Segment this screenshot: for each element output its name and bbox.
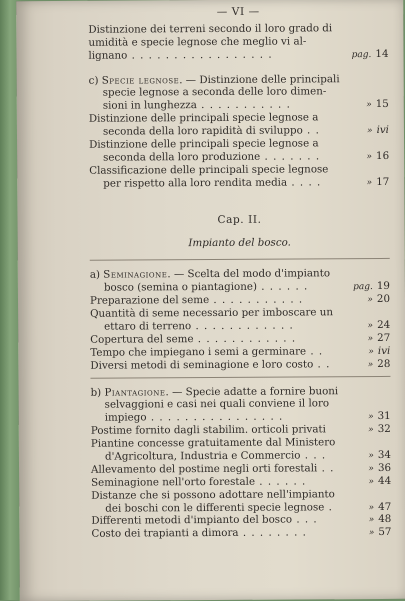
page-prefix: » (366, 100, 372, 111)
leader-dots: . . . . . . . . . . . . (191, 319, 294, 333)
page-number: 48 (378, 513, 392, 526)
leader-dots: . . . (300, 449, 327, 462)
page-prefix: » (367, 320, 374, 332)
leader-dots: . . . . . . . . . . . (209, 293, 304, 307)
toc-entry (90, 267, 390, 295)
page-number: 44 (377, 474, 392, 487)
entry-text: Costo dei trapianti a dimora (91, 527, 239, 541)
page-prefix: » (368, 425, 374, 436)
page-prefix: » (367, 333, 374, 344)
page-number: 28 (377, 357, 391, 370)
section-title: Seminagione (103, 268, 168, 282)
leader-dots: . . . . . . . . (238, 526, 307, 540)
entry-text: Distinzione dei terreni secondo il loro grado di (88, 22, 333, 36)
entry-text: . — Distinzione delle principali (179, 72, 340, 86)
chapter-subtitle: Impianto del bosco. (188, 236, 291, 249)
entry-text: impiego (104, 411, 147, 424)
toc-entry (89, 111, 389, 139)
page-number: 19 (376, 280, 390, 293)
entry-text: seconda della loro produzione (103, 150, 261, 164)
page-number: 14 (375, 47, 389, 60)
entry-text: specie legnose a seconda delle loro dimen- (102, 85, 327, 100)
entry-text: Quantità di seme necessario per imboscare un (90, 306, 334, 320)
entry-text: lignano (88, 49, 128, 62)
page-prefix: » (368, 346, 374, 357)
page-prefix: » (368, 476, 375, 487)
leader-dots: . . . . . . . . . . . . (193, 332, 297, 345)
entry-text: Distinzione delle principali specie legnose a (89, 137, 319, 151)
section-label: b) (90, 386, 105, 399)
leader-dots: . . . . . . (254, 475, 307, 488)
leader-dots: . . . . . . . . . . . . . . . . . (127, 48, 273, 62)
page-number: 32 (377, 423, 391, 436)
page-number: 15 (375, 98, 389, 111)
toc-entry (88, 22, 388, 63)
entry-text: per rispetto alla loro rendita media (103, 176, 288, 190)
leader-dots: . . . . (287, 176, 322, 189)
section-label: a) (89, 269, 104, 282)
toc-entry (89, 163, 389, 191)
toc-entry (91, 384, 391, 425)
entry-text: bosco (semina o piantagione) (103, 281, 258, 294)
entry-text: dei boschi con le differenti specie legnose (105, 500, 325, 515)
toc-section-top (88, 22, 388, 63)
page-number: 31 (377, 410, 391, 423)
entry-text: umidità e specie legnose che meglio vi al- (88, 35, 307, 49)
toc-section-c (89, 72, 390, 190)
page-number: 24 (377, 318, 391, 331)
leader-dots: . . (306, 345, 324, 358)
page-number: 36 (377, 461, 392, 474)
section-title: Specie legnose (101, 73, 180, 87)
leader-dots: . . . . . . (256, 280, 309, 294)
entry-text: Tempo che impiegano i semi a germinare (90, 345, 307, 359)
toc-line (91, 526, 391, 541)
toc-entry (91, 436, 391, 464)
page-prefix: » (367, 359, 374, 370)
page-prefix: » (368, 450, 374, 462)
leader-dots: . (324, 500, 333, 513)
page-number: 27 (377, 331, 391, 344)
entry-text: ettaro di terreno (104, 320, 192, 333)
entry-text: Differenti metodi d'impianto del bosco (91, 513, 293, 528)
entry-text: seconda della loro rapidità di sviluppo (102, 124, 303, 138)
page-number: ivi (377, 344, 391, 357)
page-reference (369, 526, 392, 540)
leader-dots: . . (317, 462, 335, 475)
entry-text: Allevamento del postime negli orti forestali (90, 462, 318, 476)
page-prefix: » (368, 412, 374, 423)
entry-text: . — Scelta del modo d'impianto (167, 267, 331, 281)
toc-entry (91, 488, 391, 516)
section-label: c) (88, 74, 102, 87)
page-prefix: » (368, 515, 375, 526)
page-prefix: pag. (353, 282, 373, 293)
leader-dots: . . . . . . . (260, 150, 321, 163)
entry-text: Preparazione del seme (89, 294, 210, 307)
entry-text: Postime fornito dagli stabilim. orticoli privati (90, 423, 326, 437)
entry-text: selvaggioni e casi nei quali conviene il loro (104, 397, 330, 412)
page-prefix: » (368, 502, 375, 513)
page-reference (367, 176, 390, 190)
running-head: — VI — (216, 5, 260, 18)
toc-entry (91, 526, 391, 541)
toc-entry (89, 137, 389, 165)
toc-line (88, 48, 388, 63)
entry-text: Diversi metodi di seminagione e loro costo (90, 358, 314, 372)
page-prefix: » (368, 463, 374, 474)
leader-dots: . . . . . . . . . . . (196, 98, 291, 112)
entry-text: . — Specie adatte a fornire buoni (165, 384, 339, 398)
page-number: 17 (376, 175, 390, 188)
page-number: 20 (376, 293, 391, 306)
toc-section-a (90, 267, 391, 372)
page-prefix: » (366, 151, 373, 162)
entry-text: sioni in lunghezza (102, 99, 197, 113)
leader-dots: . . . . . . . . . . . . . . . . (146, 410, 284, 424)
page-number: 34 (377, 448, 391, 461)
page-prefix: » (367, 126, 373, 137)
chapter-heading: Cap. II. (217, 213, 262, 226)
page-prefix: » (366, 177, 373, 188)
leader-dots: . . (313, 357, 331, 371)
entry-text: Copertura del seme (90, 332, 194, 346)
entry-text: Distanze che si possono adottare nell'impianto (91, 487, 335, 502)
page-reference (368, 358, 391, 372)
page-prefix: » (368, 528, 375, 539)
page-prefix: pag. (351, 49, 372, 60)
page-prefix: » (367, 295, 373, 306)
entry-text: Seminagione nell'orto forestale (91, 475, 256, 489)
page-reference (352, 48, 389, 62)
leader-dots: . . (302, 124, 320, 137)
page-number: 16 (375, 149, 390, 162)
entry-text: Distinzione delle principali specie legnose a (88, 111, 319, 125)
toc-section-b (91, 384, 392, 541)
section-title: Piantagione (104, 385, 166, 399)
page-number: ivi (376, 124, 390, 137)
toc-line (90, 358, 390, 373)
table-of-contents (88, 5, 391, 541)
toc-entry (90, 306, 390, 334)
toc-entry (89, 72, 389, 113)
entry-text: d'Agricoltura, Industria e Commercio (104, 449, 301, 463)
leader-dots: . . . (292, 513, 318, 526)
entry-text: Piantine concesse gratuitamente dal Ministero (90, 436, 336, 450)
toc-line (89, 176, 389, 191)
book-page (16, 0, 405, 601)
entry-text: Classificazione delle principali specie legnose (89, 163, 329, 177)
page-number: 57 (378, 526, 392, 539)
page-number: 47 (378, 500, 392, 513)
toc-entry (90, 358, 390, 373)
